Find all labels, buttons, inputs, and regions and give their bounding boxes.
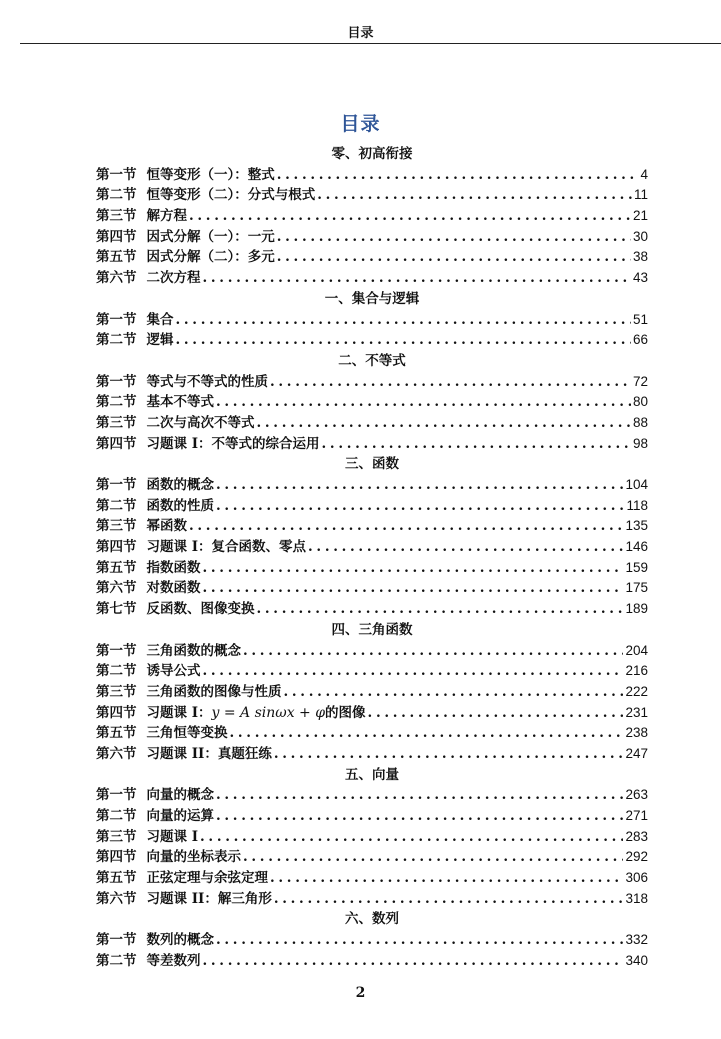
- dot-leader: [216, 806, 623, 827]
- dot-leader: [176, 310, 631, 331]
- page-ref: 332: [625, 932, 648, 948]
- dot-leader: [200, 827, 623, 848]
- section-label: 第二节: [96, 332, 137, 349]
- section-title-text: 向量的概念: [146, 787, 214, 804]
- section-title: [147, 372, 269, 393]
- dot-leader: [189, 206, 631, 227]
- section-title-text: 等差数列: [146, 952, 201, 969]
- toc-entry[interactable]: [96, 806, 648, 827]
- section-title-text: 向量的运算: [146, 808, 214, 824]
- page-number: 2: [355, 985, 366, 1001]
- page-ref: 30: [632, 228, 648, 244]
- section-label: 第二节: [96, 952, 137, 969]
- dot-leader: [274, 744, 624, 765]
- toc-entry[interactable]: [96, 847, 648, 868]
- section-label: 第四节: [96, 435, 137, 452]
- section-title-suffix: 的图像: [325, 704, 366, 721]
- section-title: [147, 641, 242, 662]
- dot-leader: [308, 537, 623, 558]
- page-ref: 271: [625, 808, 648, 823]
- section-title-text: 向量的坐标表示: [146, 849, 241, 866]
- page-ref: 21: [632, 208, 648, 224]
- section-label: 第六节: [96, 580, 137, 597]
- section-title: [147, 413, 255, 434]
- page-ref: 189: [625, 601, 648, 617]
- section-title: [147, 930, 215, 951]
- toc-entry[interactable]: [96, 703, 648, 724]
- section-label: 第二节: [96, 497, 137, 514]
- section-label: 第六节: [96, 890, 137, 907]
- toc-entry[interactable]: [96, 868, 648, 889]
- section-title-text: 习题课 II：真题狂练: [146, 745, 272, 762]
- page-ref: 80: [632, 394, 648, 410]
- toc-entry[interactable]: [96, 744, 648, 765]
- toc-entry[interactable]: [96, 578, 648, 599]
- dot-leader: [257, 599, 624, 620]
- toc-entry[interactable]: [96, 268, 648, 289]
- section-title-text: 恒等变形（一）：整式: [146, 166, 275, 183]
- toc-entry[interactable]: [96, 247, 648, 268]
- page-ref: 318: [625, 890, 648, 906]
- section-label: 第三节: [96, 683, 137, 700]
- page-ref: 263: [625, 787, 648, 803]
- section-title: [147, 703, 366, 724]
- page-ref: 72: [632, 373, 648, 389]
- section-label: 第二节: [96, 663, 137, 680]
- page-ref: 222: [625, 683, 648, 699]
- section-title-text: 二次与高次不等式: [146, 414, 255, 431]
- section-title-text: 因式分解（二）：多元: [146, 249, 275, 266]
- section-title: [147, 434, 320, 455]
- dot-leader: [189, 516, 623, 537]
- section-title: [147, 682, 282, 703]
- page-ref: 11: [633, 187, 648, 203]
- page-ref: 231: [625, 704, 648, 720]
- section-title-text: 诱导公式: [146, 663, 201, 680]
- dot-leader: [368, 703, 624, 724]
- page-ref: 4: [640, 166, 648, 182]
- page-ref: 98: [632, 435, 648, 451]
- dot-leader: [243, 847, 623, 868]
- dot-leader: [203, 661, 624, 682]
- toc-entry[interactable]: [96, 599, 648, 620]
- toc-entry[interactable]: [96, 310, 648, 331]
- section-title-text: 等式与不等式的性质: [146, 373, 268, 390]
- dot-leader: [216, 496, 624, 517]
- section-title-text: 幂函数: [146, 518, 187, 535]
- chapter-heading: 一、集合与逻辑: [324, 290, 420, 307]
- section-label: 第二节: [96, 808, 137, 824]
- section-label: 第一节: [96, 642, 137, 659]
- section-title-text: 基本不等式: [146, 394, 214, 411]
- page-ref: 88: [632, 414, 648, 430]
- section-label: 第二节: [96, 187, 137, 204]
- section-title: [147, 785, 215, 806]
- toc-entry[interactable]: [96, 206, 648, 227]
- toc-entry[interactable]: [96, 723, 648, 744]
- section-label: 第六节: [96, 745, 137, 762]
- section-title-text: 三角恒等变换: [146, 725, 228, 742]
- page-ref: 283: [625, 828, 648, 844]
- toc-entry[interactable]: [96, 165, 648, 186]
- section-title: [147, 661, 201, 682]
- section-title: [147, 847, 242, 868]
- toc-entry[interactable]: [96, 330, 648, 351]
- section-label: 第三节: [96, 208, 137, 225]
- dot-leader: [176, 330, 631, 351]
- section-title-text: 指数函数: [146, 559, 201, 576]
- section-title: [147, 744, 272, 765]
- section-title: [147, 247, 275, 268]
- dot-leader: [203, 268, 631, 289]
- section-title: [147, 599, 255, 620]
- page-ref: 340: [625, 952, 648, 968]
- section-title-text: 二次方程: [146, 270, 201, 287]
- section-title: [147, 330, 174, 351]
- chapter-heading: 五、向量: [345, 766, 399, 783]
- toc-entry[interactable]: [96, 641, 648, 662]
- section-label: 第六节: [96, 270, 137, 287]
- chapter-heading: 四、三角函数: [331, 621, 413, 638]
- toc-entry[interactable]: [96, 392, 648, 413]
- running-header: 目录: [347, 26, 374, 41]
- page-ref: 247: [625, 745, 648, 761]
- section-label: 第二节: [96, 394, 137, 411]
- dot-leader: [216, 392, 631, 413]
- section-label: 第一节: [96, 311, 137, 328]
- dot-leader: [270, 372, 631, 393]
- section-title-text: 三角函数的概念: [146, 642, 241, 659]
- page-ref: 135: [625, 518, 648, 534]
- section-label: 第五节: [96, 725, 137, 742]
- section-title: [147, 806, 215, 827]
- dot-leader: [216, 785, 623, 806]
- toc-entry[interactable]: [96, 827, 648, 848]
- section-title: [147, 951, 201, 972]
- section-title: [147, 185, 316, 206]
- section-title: [147, 310, 174, 331]
- chapter-heading: 二、不等式: [338, 352, 406, 369]
- section-title: [147, 206, 188, 227]
- dot-leader: [317, 185, 632, 206]
- section-label: 第七节: [96, 601, 137, 618]
- section-title: [147, 496, 215, 517]
- dot-leader: [216, 475, 623, 496]
- dot-leader: [322, 434, 631, 455]
- toc-title: 目录: [340, 113, 381, 135]
- dot-leader: [203, 951, 624, 972]
- page-ref: 306: [625, 870, 648, 886]
- toc-entry[interactable]: [96, 475, 648, 496]
- page-ref: 216: [625, 663, 648, 679]
- section-title: [147, 558, 201, 579]
- section-label: 第一节: [96, 166, 137, 183]
- section-title-text: 习题课 I：不等式的综合运用: [146, 435, 320, 452]
- toc-entry[interactable]: [96, 434, 648, 455]
- section-label: 第一节: [96, 787, 137, 804]
- section-title: [147, 227, 275, 248]
- toc-entry[interactable]: [96, 413, 648, 434]
- section-title: [147, 827, 199, 848]
- section-title-text: 逻辑: [146, 332, 174, 349]
- toc-entry[interactable]: [96, 227, 648, 248]
- dot-leader: [270, 868, 623, 889]
- section-title: [147, 537, 307, 558]
- section-title-text: 函数的概念: [146, 477, 214, 493]
- section-title-text: 正弦定理与余弦定理: [146, 870, 268, 887]
- page-ref: 146: [625, 539, 648, 555]
- toc-entry[interactable]: [96, 558, 648, 579]
- section-label: 第一节: [96, 477, 137, 493]
- section-title: [147, 889, 272, 910]
- dot-leader: [277, 165, 639, 186]
- section-label: 第一节: [96, 932, 137, 949]
- page-ref: 292: [625, 849, 648, 865]
- toc-entry[interactable]: [96, 372, 648, 393]
- section-title-text: 因式分解（一）：一元: [146, 228, 275, 245]
- dot-leader: [230, 723, 624, 744]
- section-title: [147, 475, 215, 496]
- dot-leader: [284, 682, 624, 703]
- section-label: 第一节: [96, 373, 137, 390]
- section-title-text: 解方程: [146, 208, 187, 225]
- section-label: 第四节: [96, 228, 137, 245]
- section-title: [147, 516, 188, 537]
- page-ref: 118: [626, 497, 648, 513]
- section-title-text: 数列的概念: [146, 932, 214, 949]
- section-label: 第四节: [96, 704, 137, 721]
- section-title: [147, 868, 269, 889]
- page-ref: 66: [632, 332, 648, 348]
- toc-entry[interactable]: [96, 951, 648, 972]
- chapter-heading: 零、初高衔接: [331, 146, 413, 162]
- dot-leader: [277, 247, 631, 268]
- section-title-text: 三角函数的图像与性质: [146, 683, 282, 700]
- toc-entry[interactable]: [96, 930, 648, 951]
- page-ref: 51: [632, 311, 648, 327]
- section-label: 第五节: [96, 559, 137, 576]
- dot-leader: [203, 558, 624, 579]
- chapter-heading: 三、函数: [345, 456, 399, 473]
- section-label: 第四节: [96, 539, 137, 556]
- section-title: [147, 165, 275, 186]
- section-title-formula: y = A sinωx + φ: [211, 704, 326, 721]
- toc-entry[interactable]: [96, 516, 648, 537]
- section-title: [147, 578, 201, 599]
- toc-entry[interactable]: [96, 785, 648, 806]
- section-label: 第五节: [96, 870, 137, 887]
- table-of-contents: [96, 144, 648, 972]
- section-title-text: 函数的性质: [146, 497, 214, 514]
- dot-leader: [277, 227, 631, 248]
- dot-leader: [203, 578, 624, 599]
- toc-entry[interactable]: [96, 185, 648, 206]
- section-label: 第四节: [96, 849, 137, 866]
- section-title-text: 对数函数: [146, 580, 201, 597]
- section-title: [147, 268, 201, 289]
- toc-entry[interactable]: [96, 496, 648, 517]
- section-label: 第三节: [96, 518, 137, 535]
- header-divider: [20, 43, 721, 44]
- dot-leader: [257, 413, 631, 434]
- page-ref: 43: [632, 270, 648, 286]
- chapter-heading: 六、数列: [345, 911, 399, 928]
- section-title-text: 习题课 I：: [146, 704, 212, 721]
- toc-entry[interactable]: [96, 682, 648, 703]
- page-ref: 38: [632, 249, 648, 265]
- page-ref: 104: [625, 477, 648, 492]
- page-ref: 204: [625, 642, 648, 658]
- section-title-text: 反函数、图像变换: [146, 601, 255, 618]
- section-title-text: 集合: [146, 311, 174, 328]
- toc-entry[interactable]: [96, 889, 648, 910]
- section-label: 第三节: [96, 828, 137, 845]
- page-ref: 175: [625, 580, 648, 596]
- section-title: [147, 723, 228, 744]
- page-ref: 159: [625, 559, 648, 575]
- section-title-text: 习题课 I：复合函数、零点: [146, 539, 307, 556]
- toc-entry[interactable]: [96, 661, 648, 682]
- section-label: 第三节: [96, 414, 137, 431]
- dot-leader: [243, 641, 623, 662]
- section-title: [147, 392, 215, 413]
- section-label: 第五节: [96, 249, 137, 266]
- toc-entry[interactable]: [96, 537, 648, 558]
- dot-leader: [216, 930, 623, 951]
- section-title-text: 习题课 I: [146, 828, 199, 845]
- section-title-text: 恒等变形（二）：分式与根式: [146, 187, 316, 204]
- page-ref: 238: [625, 725, 648, 741]
- section-title-text: 习题课 II：解三角形: [146, 890, 272, 907]
- dot-leader: [274, 889, 624, 910]
